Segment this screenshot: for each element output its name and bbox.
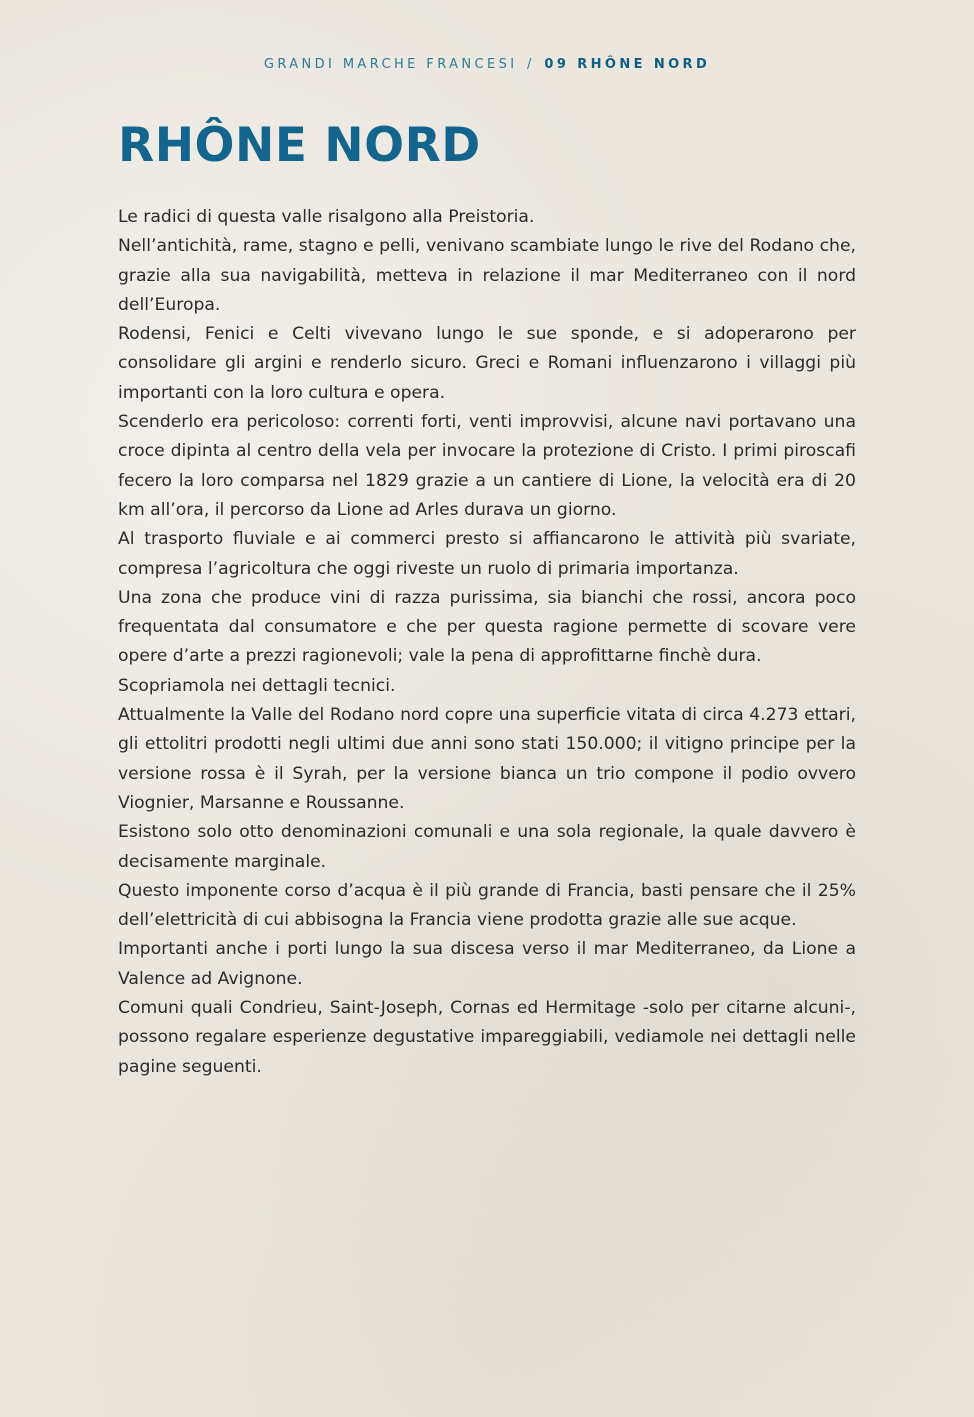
- header-chapter: 09 RHÔNE NORD: [544, 57, 711, 72]
- paragraph: Esistono solo otto denominazioni comunali e una sola regionale, la quale davvero è decisamente marginale.: [118, 822, 856, 872]
- body-text: [118, 203, 856, 1082]
- header-separator: /: [527, 57, 535, 72]
- header-section: GRANDI MARCHE FRANCESI: [263, 57, 518, 72]
- paragraph: Comuni quali Condrieu, Saint-Joseph, Cornas ed Hermitage -solo per citarne alcuni-, possono regalare esperienze degustative impareggiabili, vediamole nei dettagli nelle pagine seguenti.: [118, 998, 856, 1077]
- paragraph: Scopriamola nei dettagli tecnici.: [118, 675, 396, 696]
- paragraph: Importanti anche i porti lungo la sua discesa verso il mar Mediterraneo, da Lione a Valence ad Avignone.: [118, 939, 856, 989]
- paragraph: Scenderlo era pericoloso: correnti forti, venti improvvisi, alcune navi portavano una croce dipinta al centro della vela per invocare la protezione di Cristo. I primi piroscafi fecero la loro comparsa nel 1829 grazie a un cantiere di Lione, la velocità era di 20 km all’ora, il percorso da Lione ad Arles durava un giorno.: [118, 412, 856, 520]
- page-title: RHÔNE NORD: [118, 118, 481, 173]
- paragraph: Nell’antichità, rame, stagno e pelli, venivano scambiate lungo le rive del Rodano che, grazie alla sua navigabilità, metteva in relazione il mar Mediterraneo con il nord dell’Europa.: [118, 236, 856, 315]
- paragraph: Questo imponente corso d’acqua è il più grande di Francia, basti pensare che il 25% dell’elettricità di cui abbisogna la Francia viene prodotta grazie alle sue acque.: [118, 880, 856, 931]
- running-header: [0, 57, 974, 72]
- paragraph: Le radici di questa valle risalgono alla Preistoria.: [118, 207, 535, 227]
- paragraph: Al trasporto fluviale e ai commerci presto si affiancarono le attività più svariate, compresa l’agricoltura che oggi riveste un ruolo di primaria importanza.: [118, 529, 856, 579]
- paragraph: Rodensi, Fenici e Celti vivevano lungo le sue sponde, e si adoperarono per consolidare gli argini e renderlo sicuro. Greci e Romani influenzarono i villaggi più importanti con la loro cultura e opera.: [118, 324, 856, 403]
- paragraph: Una zona che produce vini di razza purissima, sia bianchi che rossi, ancora poco frequentata dal consumatore e che per questa ragione permette di scovare vere opere d’arte a prezzi ragionevoli; vale la pena di approfittarne finchè dura.: [118, 587, 856, 667]
- paragraph: Attualmente la Valle del Rodano nord copre una superficie vitata di circa 4.273 ettari, gli ettolitri prodotti negli ultimi due anni sono stati 150.000; il vitigno principe per la versione rossa è il Syrah, per la versione bianca un trio compone il podio ovvero Viognier, Marsanne e Roussanne.: [118, 705, 856, 813]
